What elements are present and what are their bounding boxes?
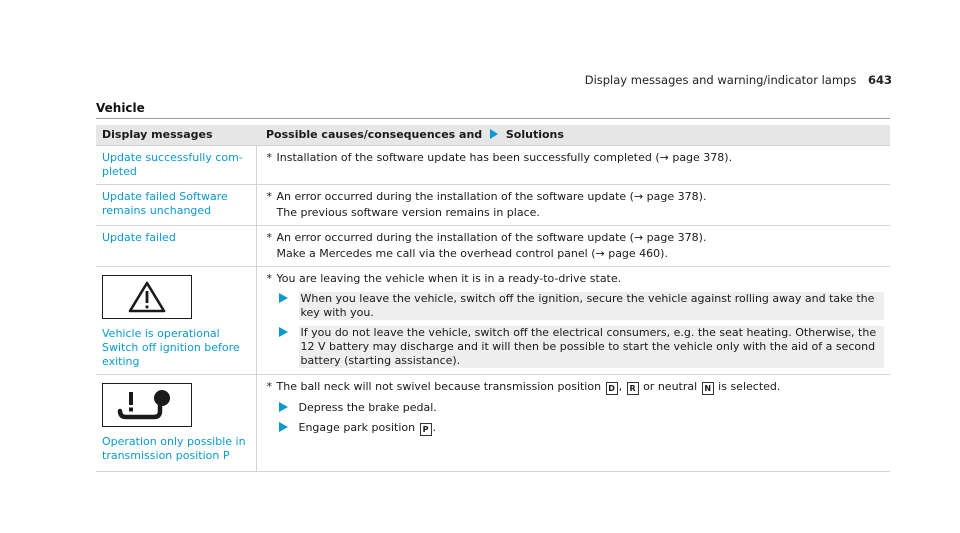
display-messages-table: [96, 125, 890, 472]
key-r-icon: R: [627, 382, 639, 395]
display-message-cell: [96, 375, 256, 472]
cause-text: You are leaving the vehicle when it is in a ready-to-drive state.: [276, 272, 622, 285]
cause-text: [277, 380, 885, 395]
message-line: remains unchanged: [102, 204, 212, 217]
key-d-icon: D: [606, 382, 618, 395]
solution-arrow-icon: [490, 129, 498, 139]
display-message-cell: [96, 267, 256, 375]
message-line: Update failed: [102, 231, 176, 244]
cause-cell: [256, 146, 890, 185]
asterisk-marker: *: [266, 272, 272, 285]
asterisk-marker: *: [266, 151, 272, 164]
trailer-hitch-icon: [102, 383, 192, 427]
message-line: Update failed Software: [102, 190, 228, 203]
message-line: pleted: [102, 165, 137, 178]
display-message-cell: [96, 146, 256, 185]
step-text: Engage park position: [298, 421, 416, 434]
message-line: Update successfully com-: [102, 151, 243, 164]
step-end: .: [432, 421, 437, 434]
key-p-icon: P: [420, 423, 432, 436]
cause-text-part: or neutral: [643, 380, 698, 393]
step-arrow-icon: [277, 401, 291, 413]
table-row: [96, 146, 890, 185]
message-line: exiting: [102, 355, 140, 368]
separator: ,: [618, 380, 623, 393]
cause-text: Installation of the software update has been successfully completed (→ page 378).: [276, 151, 733, 164]
section-divider: [96, 118, 890, 119]
step-arrow-icon: [277, 326, 291, 338]
key-n-icon: N: [702, 382, 714, 395]
header-causes-solutions: [256, 125, 890, 146]
asterisk-marker: *: [266, 380, 272, 393]
cause-text: An error occurred during the installation of the software update (→ page 378).: [276, 231, 707, 244]
step-arrow-icon: [277, 421, 291, 433]
cause-cell: [256, 226, 890, 267]
table-row: [96, 185, 890, 226]
solution-step: [277, 326, 885, 368]
cause-cell: [256, 375, 890, 472]
step-text: If you do not leave the vehicle, switch off the electrical consumers, e.g. the seat heating. Otherwise, the 12 V battery may discharge and it will then be possible to start the vehicle only with the aid of a second battery (starting assistance).: [299, 326, 885, 368]
table-row: [96, 226, 890, 267]
section-title: Vehicle: [96, 101, 145, 115]
display-message-cell: [96, 226, 256, 267]
step-arrow-icon: [277, 292, 291, 304]
asterisk-marker: *: [266, 190, 272, 203]
asterisk-marker: *: [266, 231, 272, 244]
table-header-row: [96, 125, 890, 146]
header-solutions-label: Solutions: [505, 128, 564, 141]
message-line: Vehicle is operational: [102, 327, 220, 340]
cause-note: The previous software version remains in place.: [276, 206, 540, 219]
cause-cell: [256, 267, 890, 375]
page-number: 643: [867, 73, 892, 87]
cause-note: Make a Mercedes me call via the overhead control panel (→ page 460).: [276, 247, 668, 260]
solution-step: [277, 292, 885, 320]
cause-cell: [256, 185, 890, 226]
solution-step: [277, 401, 885, 415]
running-head: [585, 73, 892, 87]
warning-triangle-icon: [102, 275, 192, 319]
message-line: Switch off ignition before: [102, 341, 240, 354]
header-causes-label: Possible causes/consequences and: [266, 128, 483, 141]
message-line: Operation only possible in: [102, 435, 246, 448]
solution-step: [277, 421, 885, 436]
display-message-cell: [96, 185, 256, 226]
running-head-title: Display messages and warning/indicator lamps: [584, 73, 857, 87]
step-text: Depress the brake pedal.: [298, 401, 437, 414]
step-text: When you leave the vehicle, switch off the ignition, secure the vehicle against rolling away and take the key with you.: [299, 292, 885, 320]
header-display-messages: Display messages: [96, 125, 256, 146]
table-row: [96, 375, 890, 472]
cause-text-part: is selected.: [718, 380, 781, 393]
message-line: transmission position P: [102, 449, 230, 462]
cause-text: An error occurred during the installation of the software update (→ page 378).: [276, 190, 707, 203]
cause-text-part: The ball neck will not swivel because transmission position: [276, 380, 602, 393]
table-row: [96, 267, 890, 375]
